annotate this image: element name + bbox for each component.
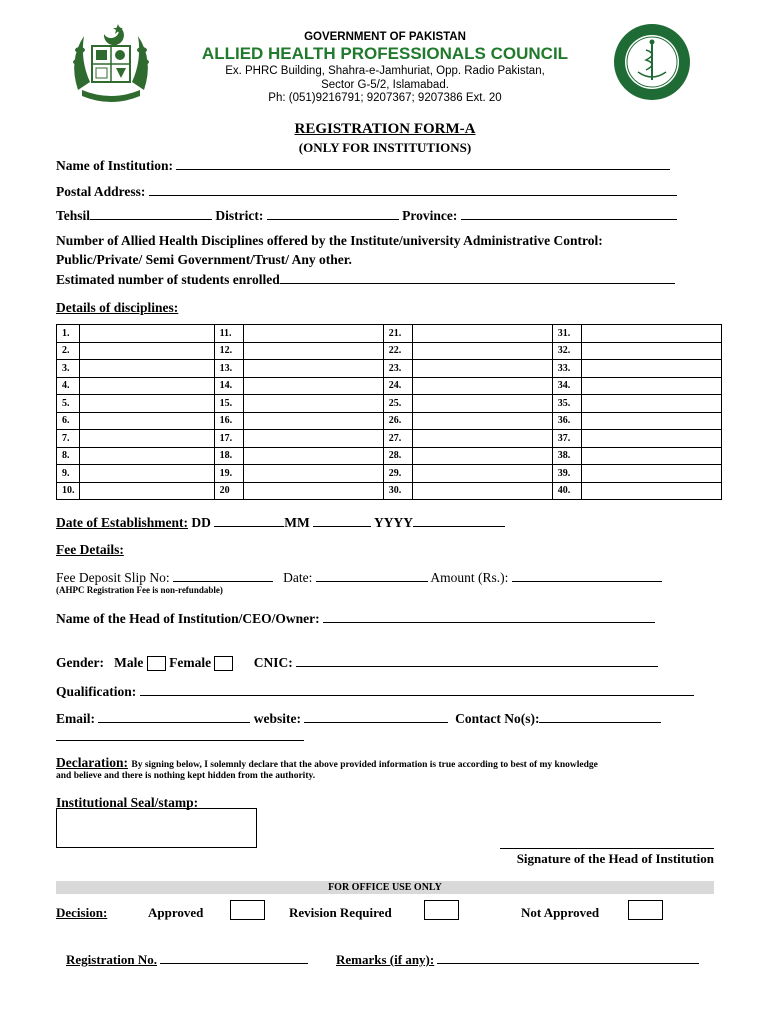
discipline-entry-cell[interactable] xyxy=(79,412,214,430)
qualification-field[interactable] xyxy=(140,683,694,696)
discipline-number: 38. xyxy=(552,447,581,465)
declaration-label: Declaration: xyxy=(56,755,128,770)
address-line-2: Sector G-5/2, Islamabad. xyxy=(321,79,449,91)
discipline-number: 39. xyxy=(552,465,581,483)
discipline-number: 1. xyxy=(57,325,80,343)
approved-checkbox[interactable] xyxy=(230,900,265,920)
cnic-label: CNIC: xyxy=(253,655,293,670)
discipline-entry-cell[interactable] xyxy=(79,430,214,448)
seal-label: Institutional Seal/stamp: xyxy=(56,795,199,810)
discipline-number: 34. xyxy=(552,377,581,395)
discipline-entry-cell[interactable] xyxy=(243,447,383,465)
students-field[interactable] xyxy=(280,271,675,284)
office-use-header: FOR OFFICE USE ONLY xyxy=(56,881,714,894)
remarks-row xyxy=(336,951,699,968)
discipline-entry-cell[interactable] xyxy=(243,342,383,360)
discipline-entry-cell[interactable] xyxy=(79,342,214,360)
gender-label: Gender: xyxy=(56,655,104,670)
fee-details-label: Fee Details: xyxy=(56,542,124,557)
table-row xyxy=(57,482,722,500)
discipline-entry-cell[interactable] xyxy=(412,395,552,413)
head-label: Name of the Head of Institution/CEO/Owner: xyxy=(56,611,320,626)
discipline-number: 32. xyxy=(552,342,581,360)
table-row xyxy=(57,430,722,448)
discipline-number: 15. xyxy=(214,395,243,413)
discipline-entry-cell[interactable] xyxy=(582,465,722,483)
email-label: Email: xyxy=(56,711,95,726)
discipline-number: 14. xyxy=(214,377,243,395)
discipline-entry-cell[interactable] xyxy=(582,447,722,465)
phone-line: Ph: (051)9216791; 9207367; 9207386 Ext. 20 xyxy=(268,92,502,104)
discipline-entry-cell[interactable] xyxy=(243,482,383,500)
disciplines-line-2: Public/Private/ Semi Government/Trust/ Any other. xyxy=(56,252,352,267)
dd-field[interactable] xyxy=(214,514,284,527)
discipline-number: 3. xyxy=(57,360,80,378)
fee-amount-label: Amount (Rs.): xyxy=(430,570,509,585)
students-label: Estimated number of students enrolled xyxy=(56,272,280,287)
signature-line[interactable] xyxy=(500,848,714,849)
discipline-number: 13. xyxy=(214,360,243,378)
discipline-number: 28. xyxy=(383,447,412,465)
discipline-entry-cell[interactable] xyxy=(412,465,552,483)
discipline-number: 19. xyxy=(214,465,243,483)
table-row xyxy=(57,325,722,343)
discipline-number: 40. xyxy=(552,482,581,500)
discipline-entry-cell[interactable] xyxy=(412,377,552,395)
registration-label: Registration No. xyxy=(66,952,157,967)
mm-field[interactable] xyxy=(313,514,371,527)
discipline-entry-cell[interactable] xyxy=(412,360,552,378)
discipline-number: 35. xyxy=(552,395,581,413)
discipline-number: 37. xyxy=(552,430,581,448)
discipline-entry-cell[interactable] xyxy=(243,430,383,448)
male-label: Male xyxy=(114,655,144,670)
fee-slip-field[interactable] xyxy=(173,569,273,582)
declaration-text-1: By signing below, I solemnly declare that the above provided information is true according to best of my knowledge xyxy=(131,760,598,770)
decision-label: Decision: xyxy=(56,905,108,920)
form-title: REGISTRATION FORM-A xyxy=(294,121,476,137)
details-label: Details of disciplines: xyxy=(56,300,179,315)
postal-label: Postal Address: xyxy=(56,184,146,199)
district-label: District: xyxy=(215,208,264,223)
cnic-field[interactable] xyxy=(296,654,658,667)
declaration-text-2: and believe and there is nothing kept hidden from the authority. xyxy=(56,771,316,781)
table-row xyxy=(57,395,722,413)
discipline-entry-cell[interactable] xyxy=(243,395,383,413)
discipline-entry-cell[interactable] xyxy=(582,360,722,378)
discipline-entry-cell[interactable] xyxy=(582,377,722,395)
discipline-number: 33. xyxy=(552,360,581,378)
table-row xyxy=(57,342,722,360)
discipline-number: 18. xyxy=(214,447,243,465)
yyyy-label: YYYY xyxy=(373,515,413,530)
discipline-number: 21. xyxy=(383,325,412,343)
discipline-entry-cell[interactable] xyxy=(243,360,383,378)
discipline-entry-cell[interactable] xyxy=(412,447,552,465)
discipline-entry-cell[interactable] xyxy=(582,325,722,343)
district-field[interactable] xyxy=(267,207,399,220)
registration-row xyxy=(66,951,308,968)
tehsil-label: Tehsil xyxy=(56,208,91,223)
revision-checkbox[interactable] xyxy=(424,900,459,920)
signature-label: Signature of the Head of Institution xyxy=(516,851,714,866)
discipline-entry-cell[interactable] xyxy=(412,325,552,343)
discipline-number: 23. xyxy=(383,360,412,378)
discipline-number: 31. xyxy=(552,325,581,343)
disciplines-line-1: Number of Allied Health Disciplines offered by the Institute/university Administrative Control: xyxy=(56,233,603,248)
postal-row xyxy=(56,183,677,200)
disciplines-table xyxy=(56,324,722,500)
head-row xyxy=(56,610,655,627)
discipline-number: 6. xyxy=(57,412,80,430)
discipline-entry-cell[interactable] xyxy=(582,412,722,430)
discipline-number: 16. xyxy=(214,412,243,430)
discipline-entry-cell[interactable] xyxy=(412,412,552,430)
discipline-entry-cell[interactable] xyxy=(582,395,722,413)
fee-date-label: Date: xyxy=(283,570,313,585)
registration-field[interactable] xyxy=(160,951,308,964)
contact-field[interactable] xyxy=(539,710,661,723)
female-label: Female xyxy=(169,655,212,670)
discipline-entry-cell[interactable] xyxy=(79,465,214,483)
discipline-number: 29. xyxy=(383,465,412,483)
qualification-row xyxy=(56,683,694,700)
discipline-number: 9. xyxy=(57,465,80,483)
institution-row xyxy=(56,157,670,174)
female-checkbox[interactable] xyxy=(214,656,233,671)
contact-label: Contact No(s): xyxy=(455,711,540,726)
male-checkbox[interactable] xyxy=(147,656,166,671)
discipline-entry-cell[interactable] xyxy=(412,482,552,500)
discipline-number: 17. xyxy=(214,430,243,448)
discipline-number: 36. xyxy=(552,412,581,430)
fee-note: (AHPC Registration Fee is non-refundable) xyxy=(56,585,223,595)
discipline-entry-cell[interactable] xyxy=(79,482,214,500)
discipline-number: 22. xyxy=(383,342,412,360)
discipline-entry-cell[interactable] xyxy=(79,325,214,343)
discipline-number: 10. xyxy=(57,482,80,500)
discipline-entry-cell[interactable] xyxy=(79,447,214,465)
qualification-label: Qualification: xyxy=(56,684,137,699)
discipline-entry-cell[interactable] xyxy=(582,342,722,360)
email-continuation-line[interactable] xyxy=(56,740,304,741)
discipline-entry-cell[interactable] xyxy=(243,377,383,395)
discipline-number: 12. xyxy=(214,342,243,360)
discipline-number: 26. xyxy=(383,412,412,430)
discipline-number: 2. xyxy=(57,342,80,360)
discipline-entry-cell[interactable] xyxy=(243,465,383,483)
discipline-entry-cell[interactable] xyxy=(243,412,383,430)
institution-field[interactable] xyxy=(176,157,670,170)
not-approved-checkbox[interactable] xyxy=(628,900,663,920)
discipline-entry-cell[interactable] xyxy=(412,430,552,448)
discipline-entry-cell[interactable] xyxy=(412,342,552,360)
discipline-entry-cell[interactable] xyxy=(79,360,214,378)
postal-field[interactable] xyxy=(149,183,677,196)
declaration-row xyxy=(56,755,598,771)
revision-label: Revision Required xyxy=(289,905,392,920)
website-field[interactable] xyxy=(304,710,448,723)
fee-row xyxy=(56,569,662,586)
discipline-number: 11. xyxy=(214,325,243,343)
government-title: GOVERNMENT OF PAKISTAN xyxy=(304,31,466,43)
fee-date-field[interactable] xyxy=(316,569,428,582)
discipline-number: 30. xyxy=(383,482,412,500)
province-label: Province: xyxy=(402,208,458,223)
discipline-number: 7. xyxy=(57,430,80,448)
discipline-number: 24. xyxy=(383,377,412,395)
yyyy-field[interactable] xyxy=(413,514,505,527)
approved-label: Approved xyxy=(148,905,204,920)
contact-row xyxy=(56,710,661,727)
dd-label: DD xyxy=(191,515,211,530)
discipline-entry-cell[interactable] xyxy=(582,430,722,448)
institution-label: Name of Institution: xyxy=(56,158,173,173)
date-row xyxy=(56,514,505,531)
province-field[interactable] xyxy=(461,207,677,220)
discipline-number: 4. xyxy=(57,377,80,395)
location-row xyxy=(56,207,677,224)
address-line-1: Ex. PHRC Building, Shahra-e-Jamhuriat, Opp. Radio Pakistan, xyxy=(225,65,545,77)
remarks-field[interactable] xyxy=(437,951,699,964)
not-approved-label: Not Approved xyxy=(521,905,600,920)
mm-label: MM xyxy=(284,515,310,530)
seal-box[interactable] xyxy=(56,808,257,848)
discipline-number: 5. xyxy=(57,395,80,413)
table-row xyxy=(57,447,722,465)
date-label: Date of Establishment: xyxy=(56,515,188,530)
discipline-number: 27. xyxy=(383,430,412,448)
remarks-label: Remarks (if any): xyxy=(336,952,435,967)
head-field[interactable] xyxy=(323,610,655,623)
discipline-entry-cell[interactable] xyxy=(79,395,214,413)
students-row xyxy=(56,271,675,288)
table-row xyxy=(57,412,722,430)
discipline-number: 20 xyxy=(214,482,243,500)
discipline-entry-cell[interactable] xyxy=(243,325,383,343)
table-row xyxy=(57,377,722,395)
tehsil-field[interactable] xyxy=(90,207,212,220)
fee-slip-label: Fee Deposit Slip No: xyxy=(56,570,170,585)
website-label: website: xyxy=(253,711,301,726)
discipline-number: 8. xyxy=(57,447,80,465)
fee-amount-field[interactable] xyxy=(512,569,662,582)
discipline-number: 25. xyxy=(383,395,412,413)
form-subtitle: (ONLY FOR INSTITUTIONS) xyxy=(298,140,472,155)
discipline-entry-cell[interactable] xyxy=(79,377,214,395)
table-row xyxy=(57,465,722,483)
table-row xyxy=(57,360,722,378)
council-title: ALLIED HEALTH PROFESSIONALS COUNCIL xyxy=(201,44,569,63)
gender-row xyxy=(56,654,658,671)
discipline-entry-cell[interactable] xyxy=(582,482,722,500)
email-field[interactable] xyxy=(98,710,250,723)
